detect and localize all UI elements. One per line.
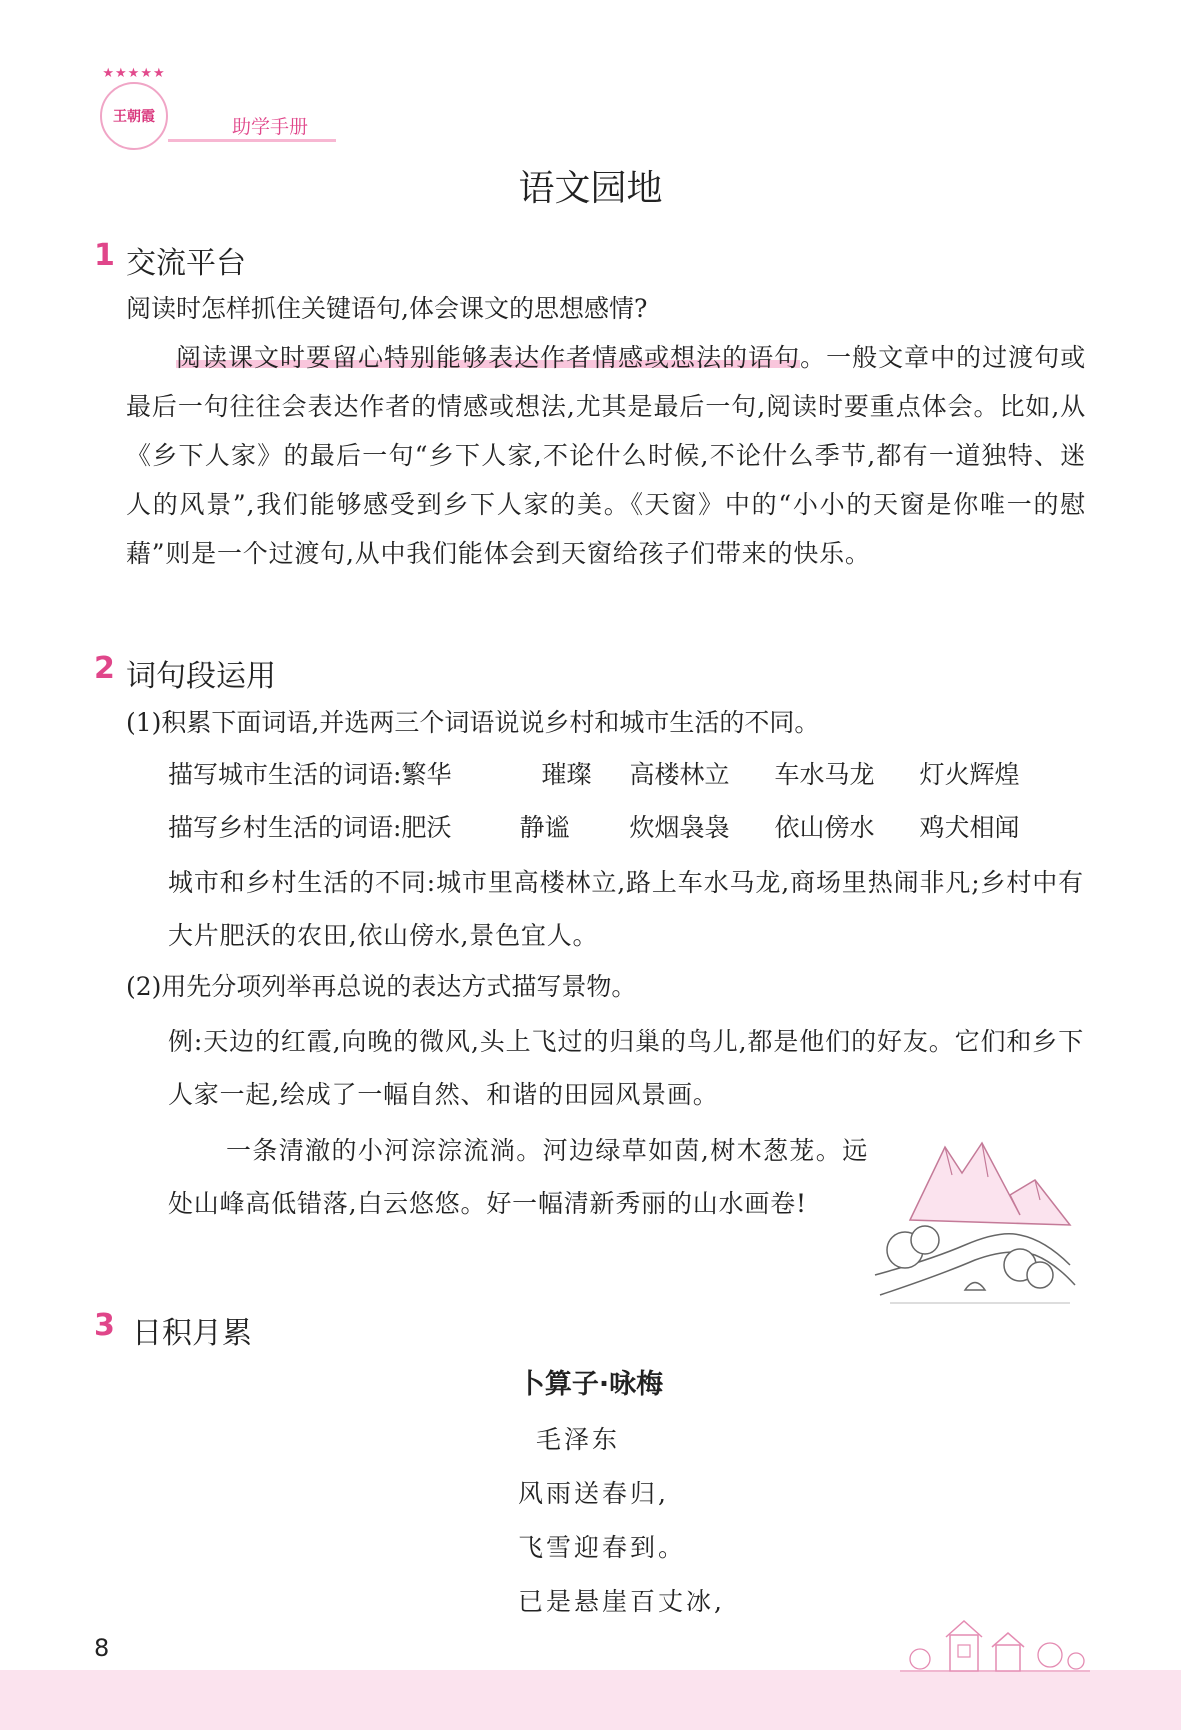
section-3-number: 3 bbox=[94, 1308, 115, 1343]
poem-line: 风雨送春归, bbox=[518, 1479, 669, 1508]
city-country-difference: 城市和乡村生活的不同:城市里高楼林立,路上车水马龙,商场里热闹非凡;乡村中有大片肥沃的农田,依山傍水,景色宜人。 bbox=[168, 868, 1084, 950]
book-label: 助学手册 bbox=[232, 116, 309, 138]
answer-highlight: 阅读课文时要留心特别能够表达作者情感或想法的语句 bbox=[176, 343, 801, 372]
section-1-answer bbox=[126, 333, 1086, 578]
example-paragraph: 例:天边的红霞,向晚的微风,头上飞过的归巢的鸟儿,都是他们的好友。它们和乡下人家一起,绘成了一幅自然、和谐的田园风景画。 bbox=[168, 1027, 1084, 1109]
answer-rest: 。一般文章中的过渡句或最后一句往往会表达作者的情感或想法,尤其是最后一句,阅读时要重点体会。比如,从《乡下人家》的最后一句“乡下人家,不论什么时候,不论什么季节,都有一道独特、迷人的风景”,我们能够感受到乡下人家的美。《天窗》中的“小小的天窗是你唯一的慰藉”则是一个过渡句,从中我们能体会到天窗给孩子们带来的快乐。 bbox=[126, 343, 1086, 568]
village-illustration bbox=[900, 1615, 1090, 1673]
header-rule bbox=[168, 139, 336, 142]
landscape-illustration bbox=[870, 1125, 1080, 1310]
section-1-question: 阅读时怎样抓住关键语句,体会课文的思想感情? bbox=[126, 294, 648, 323]
section-2-title: 词句段运用 bbox=[126, 659, 276, 694]
city-word: 繁华 bbox=[401, 760, 452, 789]
brand-logo bbox=[94, 66, 174, 156]
poem-line: 已是悬崖百丈冰, bbox=[518, 1587, 725, 1616]
poem-line: 飞雪迎春到。 bbox=[518, 1533, 687, 1562]
city-word: 车水马龙 bbox=[774, 760, 875, 789]
section-3-title: 日积月累 bbox=[132, 1316, 252, 1351]
page-title: 语文园地 bbox=[518, 168, 663, 209]
country-word: 依山傍水 bbox=[774, 813, 875, 842]
country-word: 肥沃 bbox=[401, 813, 452, 842]
section-2-number: 2 bbox=[94, 651, 115, 686]
section-1-number: 1 bbox=[94, 238, 115, 273]
country-word: 鸡犬相闻 bbox=[919, 813, 1020, 842]
question-1: (1)积累下面词语,并选两三个词语说说乡村和城市生活的不同。 bbox=[126, 708, 820, 737]
country-word: 炊烟袅袅 bbox=[629, 813, 730, 842]
page-number: 8 bbox=[94, 1634, 110, 1662]
section-1-title: 交流平台 bbox=[126, 246, 246, 281]
city-words-label: 描写城市生活的词语: bbox=[168, 760, 402, 789]
country-word: 静谧 bbox=[519, 813, 570, 842]
city-words-row bbox=[168, 750, 1019, 799]
question-2: (2)用先分项列举再总说的表达方式描写景物。 bbox=[126, 972, 637, 1001]
city-word: 灯火辉煌 bbox=[919, 760, 1020, 789]
brand-stars: ★★★★★ bbox=[102, 66, 166, 81]
poem-title: 卜算子·咏梅 bbox=[517, 1369, 664, 1400]
answer-paragraph: 一条清澈的小河淙淙流淌。河边绿草如茵,树木葱茏。远处山峰高低错落,白云悠悠。好一幅清新秀丽的山水画卷! bbox=[168, 1136, 868, 1218]
country-words-row bbox=[168, 803, 1019, 852]
city-word: 高楼林立 bbox=[629, 760, 730, 789]
brand-seal: 王朝霞 bbox=[100, 82, 168, 150]
footer-band bbox=[0, 1670, 1181, 1730]
country-words-label: 描写乡村生活的词语: bbox=[168, 813, 402, 842]
city-word: 璀璨 bbox=[541, 760, 592, 789]
poem-author: 毛泽东 bbox=[536, 1425, 621, 1454]
